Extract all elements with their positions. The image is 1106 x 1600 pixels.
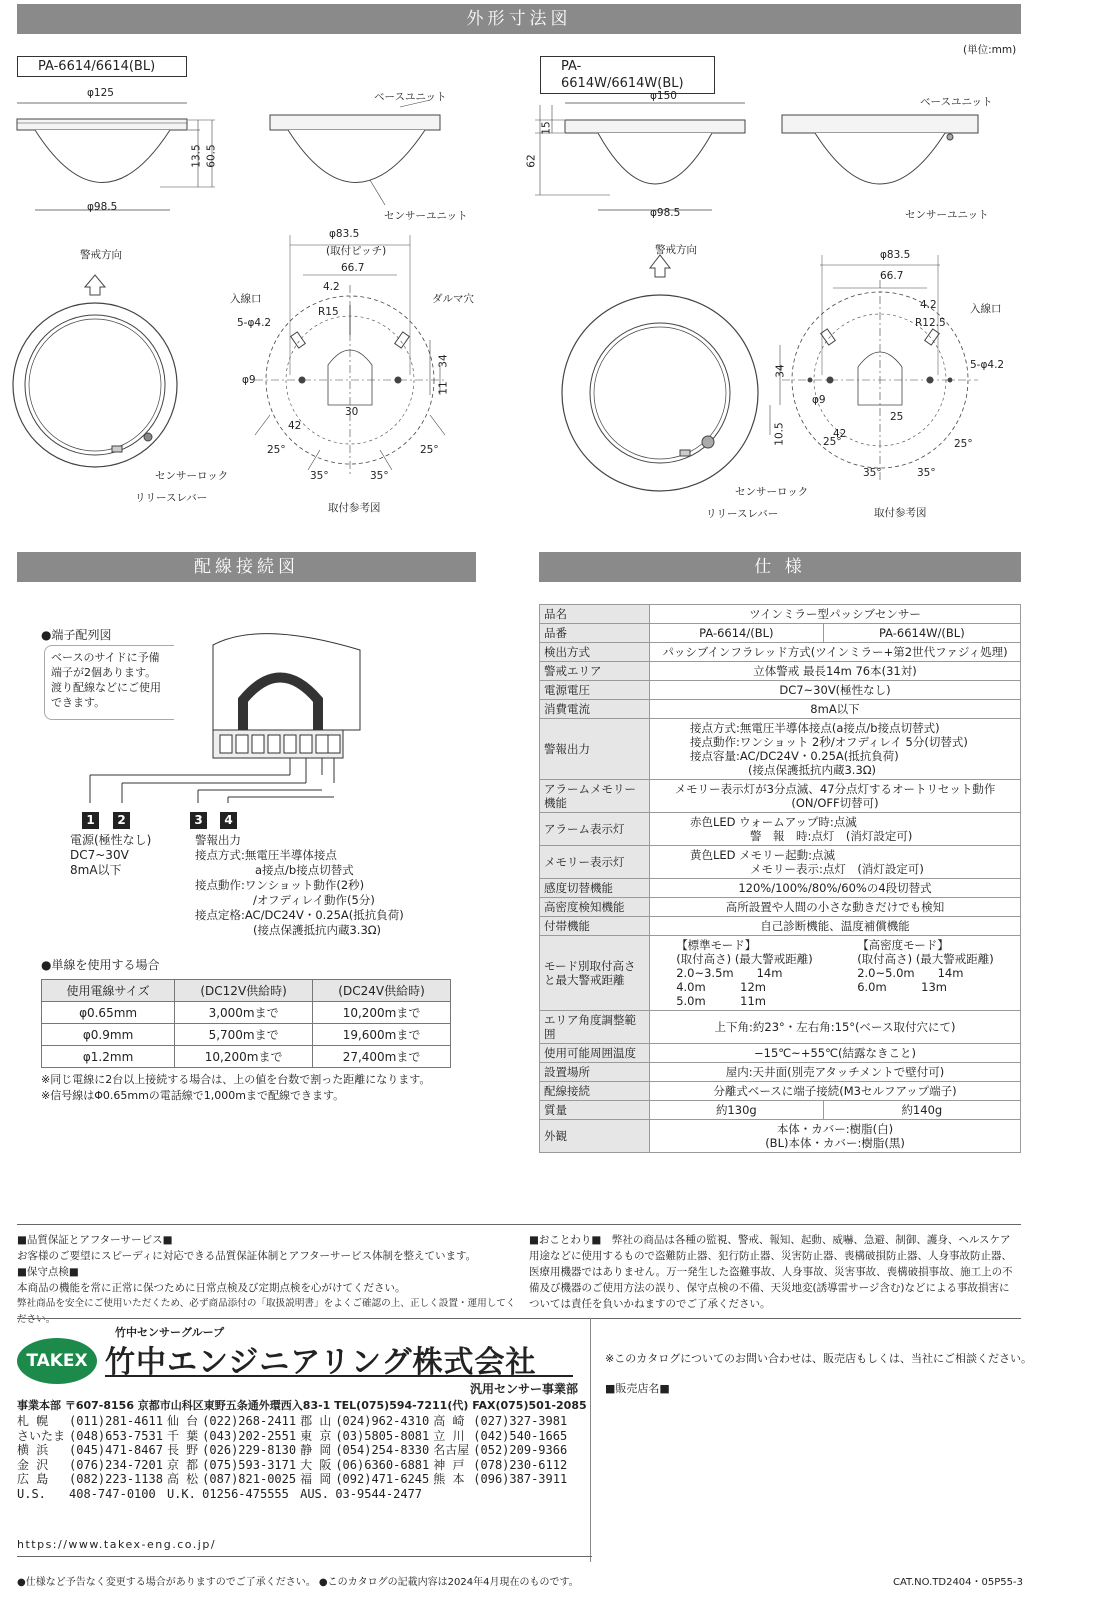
mode-row: 5.0m 11m <box>676 994 767 1008</box>
spec-value <box>650 780 1021 813</box>
single-wire-title: ●単線を使用する場合 <box>41 958 160 972</box>
terminal-1 <box>82 809 99 829</box>
table-row <box>540 624 1021 643</box>
table-row <box>540 846 1021 879</box>
spec-label: 使用可能周囲温度 <box>540 1044 650 1063</box>
table-row <box>42 1024 451 1046</box>
right-phi9: φ9 <box>812 394 826 406</box>
wire-cell: 10,200mまで <box>175 1046 313 1068</box>
left-a25l: 25° <box>267 444 286 456</box>
left-a35r: 35° <box>370 470 389 482</box>
bottom-notice: ●仕様など予告なく変更する場合がありますのでご了承ください。 ●このカタログの記載内容は2024年4月現在のものです。 <box>17 1577 579 1588</box>
right-h2: 62 <box>525 154 538 168</box>
left-direction: 警戒方向 <box>80 249 122 261</box>
branch-cell: (075)593-3171 <box>202 1457 297 1472</box>
left-d42b: 42 <box>288 420 302 432</box>
branch-cell: (092)471-6245 <box>335 1472 430 1487</box>
terminal-1-number: 1 <box>82 812 99 829</box>
table-row <box>540 879 1021 898</box>
left-release-lever: リリースレバー <box>135 492 208 504</box>
section-bar-spec <box>539 552 1021 582</box>
terminal-3 <box>190 809 207 829</box>
table-row <box>42 1002 451 1024</box>
spec-line: 警 報 時:点灯 (消灯設定可) <box>750 829 913 843</box>
spec-value: 約130g <box>650 1101 824 1120</box>
table-row <box>17 1472 571 1487</box>
alarm-line: 接点方式:無電圧半導体接点 <box>195 848 337 862</box>
footer-quality <box>17 1232 522 1328</box>
right-d42: 4.2 <box>920 299 937 311</box>
left-daruma: ダルマ穴 <box>432 293 474 305</box>
alarm-line: /オフディレイ動作(5分) <box>253 893 375 907</box>
branch-cell: 01256-475555 <box>202 1486 289 1501</box>
branch-cell: さいたま <box>17 1428 66 1443</box>
table-row <box>540 605 1021 624</box>
left-ref: 取付参考図 <box>328 502 381 514</box>
right-a25l: 25° <box>823 436 842 448</box>
branch-cell: AUS. <box>300 1486 329 1501</box>
branch-cell: 金 沢 <box>17 1457 49 1472</box>
right-ref: 取付参考図 <box>874 507 927 519</box>
takex-logo: TAKEX <box>17 1338 97 1384</box>
left-base-unit: ベースユニット <box>374 91 447 103</box>
wiring-notes <box>41 1072 430 1104</box>
right-d42b: 42 <box>833 428 847 440</box>
power-line: DC7~30V <box>70 848 129 862</box>
footer-divider <box>17 1318 1021 1319</box>
terminal-4-number: 4 <box>220 812 237 829</box>
spec-value: 約140g <box>823 1101 1020 1120</box>
branch-cell <box>473 1487 571 1502</box>
spec-value: 高所設置や人間の小さな動きだけでも検知 <box>650 898 1021 917</box>
spec-value: パッシブインフラレッド方式(ツインミラー+第2世代ファジィ処理) <box>650 643 1021 662</box>
group-name: 竹中センサーグループ <box>115 1326 225 1339</box>
left-d42: 4.2 <box>323 281 340 293</box>
branch-cell: 東 京 <box>300 1428 332 1443</box>
right-dia-top: φ150 <box>650 90 677 102</box>
branch-cell: 広 島 <box>17 1472 49 1487</box>
table-row <box>540 1044 1021 1063</box>
wire-cell: 10,200mまで <box>313 1002 451 1024</box>
branch-cell: 高 崎 <box>433 1414 465 1428</box>
table-row <box>540 643 1021 662</box>
spec-value <box>650 846 1021 879</box>
table-row <box>540 1101 1021 1120</box>
left-pitch-dia: φ83.5 <box>329 228 360 240</box>
spec-value: 屋内:天井面(別売アタッチメントで壁付可) <box>650 1063 1021 1082</box>
right-a25r: 25° <box>954 438 973 450</box>
branch-cell: 名古屋 <box>433 1443 470 1458</box>
mode-row: 2.0~3.5m 14m <box>676 966 783 980</box>
table-row <box>540 813 1021 846</box>
spec-label: 警報出力 <box>540 719 650 780</box>
power-spec <box>70 833 151 878</box>
left-phi9: φ9 <box>242 374 256 386</box>
right-pitch-dia: φ83.5 <box>880 249 911 261</box>
spec-label: メモリー表示灯 <box>540 846 650 879</box>
spec-line: 赤色LED ウォームアップ時:点滅 <box>690 815 857 829</box>
branch-cell: 大 阪 <box>300 1457 332 1472</box>
spec-line: (接点保護抵抗内蔵3.3Ω) <box>748 763 877 777</box>
right-h1: 15 <box>540 121 553 135</box>
spec-value: DC7~30V(極性なし) <box>650 681 1021 700</box>
wire-cell: φ0.65mm <box>42 1002 175 1024</box>
spec-value: 120%/100%/80%/60%の4段切替式 <box>650 879 1021 898</box>
branch-cell: 郡 山 <box>300 1414 332 1428</box>
footer-divider-top <box>17 1224 1021 1225</box>
catalog-number: CAT.NO.TD2404・05P55-3 <box>893 1577 1023 1588</box>
table-row <box>42 1046 451 1068</box>
company-underline <box>105 1375 573 1377</box>
right-a35l: 35° <box>863 467 882 479</box>
terminal-4 <box>220 809 237 829</box>
footer-vertical-divider <box>590 1318 591 1562</box>
spec-line: 本体・カバー:樹脂(白) <box>776 1122 894 1136</box>
left-d34: 34 <box>437 354 450 368</box>
standard-mode <box>676 938 813 1008</box>
terminal-diagram <box>60 625 380 815</box>
branch-cell: (022)268-2411 <box>202 1414 297 1428</box>
branch-cell: (027)327-3981 <box>473 1414 568 1428</box>
left-a25r: 25° <box>420 444 439 456</box>
right-direction: 警戒方向 <box>655 244 697 256</box>
left-h1: 13.5 <box>190 144 203 168</box>
left-sensor-lock: センサーロック <box>155 470 229 482</box>
alarm-line: 警報出力 <box>195 833 241 847</box>
branch-cell: 立 川 <box>433 1428 465 1443</box>
right-sensor-lock: センサーロック <box>735 486 809 498</box>
right-d34: 34 <box>774 364 787 378</box>
spec-label: 外観 <box>540 1120 650 1153</box>
spec-label: 配線接続 <box>540 1082 650 1101</box>
spec-label: 消費電流 <box>540 700 650 719</box>
alarm-line: (接点保護抵抗内蔵3.3Ω) <box>253 923 382 937</box>
wiring-note: ※信号線はΦ0.65mmの電話線で1,000mまで配線できます。 <box>41 1089 345 1102</box>
branch-cell: (076)234-7201 <box>69 1457 163 1472</box>
branch-table <box>17 1414 571 1502</box>
maint-text: 弊社商品を安全にご使用いただくため、必ず商品添付の「取扱説明書」をよくご確認の上、正しく設置・運用してください。 <box>17 1298 516 1325</box>
left-holes: 5-φ4.2 <box>237 317 272 329</box>
spec-label: エリア角度調整範囲 <box>540 1011 650 1044</box>
wire-cell: 5,700mまで <box>175 1024 313 1046</box>
table-row <box>540 1011 1021 1044</box>
spec-value: 8mA以下 <box>650 700 1021 719</box>
table-row <box>17 1487 571 1502</box>
terminal-2 <box>113 809 130 829</box>
table-row <box>540 700 1021 719</box>
left-h2: 60.5 <box>205 144 218 168</box>
mode-table <box>654 938 1016 1008</box>
spec-line: (BL)本体・カバー:樹脂(黒) <box>765 1136 905 1150</box>
table-row <box>540 1082 1021 1101</box>
mode-row: 6.0m 13m <box>857 980 948 994</box>
branch-cell: (054)254-8330 <box>335 1443 430 1458</box>
table-row <box>540 917 1021 936</box>
alarm-line: 接点動作:ワンショット動作(2秒) <box>195 878 365 892</box>
power-line: 8mA以下 <box>70 863 122 877</box>
spec-label: アラーム表示灯 <box>540 813 650 846</box>
right-holes: 5-φ4.2 <box>970 359 1005 371</box>
right-dimension-drawing <box>520 75 1020 525</box>
left-sensor-unit: センサーユニット <box>384 210 468 222</box>
spec-value: PA-6614/(BL) <box>650 624 824 643</box>
spec-label: 検出方式 <box>540 643 650 662</box>
high-density-mode <box>857 938 994 1008</box>
spec-value: ツインミラー型パッシブセンサー <box>650 605 1021 624</box>
table-row <box>540 719 1021 780</box>
wire-cell: 19,600mまで <box>313 1024 451 1046</box>
spec-line: 接点動作:ワンショット 2秒/オフディレイ 5分(切替式) <box>690 735 968 749</box>
website-link[interactable]: https://www.takex-eng.co.jp/ <box>17 1538 217 1551</box>
branch-cell: (011)281-4611 <box>69 1414 163 1428</box>
spec-label: 品名 <box>540 605 650 624</box>
wire-header-cell: (DC24V供給時) <box>313 980 451 1002</box>
left-d66: 66.7 <box>341 262 365 274</box>
branch-cell: U.K. <box>166 1486 196 1501</box>
model-label-left: PA-6614/6614(BL) <box>17 56 187 77</box>
mode-head: (取付高さ) (最大警戒距離) <box>676 952 813 966</box>
maint-text: 本商品の機能を常に正常に保つために日常点検及び定期点検を心がけてください。 <box>17 1282 406 1294</box>
branch-cell: (043)202-2551 <box>202 1428 297 1443</box>
spec-value <box>650 936 1021 1011</box>
branch-cell: 仙 台 <box>166 1414 199 1428</box>
spec-value <box>650 719 1021 780</box>
left-d11: 11 <box>437 381 450 395</box>
table-row <box>540 936 1021 1011</box>
right-d25: 25 <box>890 411 904 423</box>
wire-header-cell: 使用電線サイズ <box>42 980 175 1002</box>
spec-value: −15℃~+55℃(結露なきこと) <box>650 1044 1021 1063</box>
division: 汎用センサー事業部 <box>470 1382 579 1396</box>
right-r125: R12.5 <box>915 317 946 329</box>
wire-cell: 27,400mまで <box>313 1046 451 1068</box>
right-base-unit: ベースユニット <box>920 96 993 108</box>
branch-cell: (082)223-1138 <box>69 1472 163 1487</box>
wire-table-header <box>42 980 451 1002</box>
mode-title: 【高密度モード】 <box>857 938 949 952</box>
mode-row: 4.0m 12m <box>676 980 767 994</box>
maint-title: ■保守点検■ <box>17 1266 79 1278</box>
table-row <box>540 898 1021 917</box>
terminal-3-number: 3 <box>190 812 207 829</box>
footer-notice: ■おことわり■ 弊社の商品は各種の監視、警戒、報知、起動、威嚇、急避、制御、護身、ヘルスケア用途などに使用するもので盗難防止器、犯行防止器、災害防止器、喪構破損防止器、人身事故防止器、医療用機器ではありません。万一発生した盗難事故、人身事故、災害事故、喪構破損事故、施工上の不備及び機器のご使用方法の誤り、保守点検の不備、天災地変(誘導雷サージ含む)などによる事故損害については責任を負いかねますのでご了承ください。 <box>529 1234 1013 1310</box>
table-row <box>17 1414 571 1429</box>
table-row <box>17 1429 571 1444</box>
dimensions-title: 外形寸法図 <box>466 9 572 29</box>
left-dia-top: φ125 <box>87 87 114 99</box>
terminal-note-line: できます。 <box>51 696 106 709</box>
right-release-lever: リリースレバー <box>706 508 779 520</box>
wiring-note: ※同じ電線に2台以上接続する場合は、上の値を台数で割った距離になります。 <box>41 1073 431 1086</box>
right-d66: 66.7 <box>880 270 904 282</box>
branch-cell <box>433 1487 473 1502</box>
spec-label: 質量 <box>540 1101 650 1120</box>
terminal-note-line: ベースのサイドに予備 <box>51 651 160 664</box>
table-row <box>540 1063 1021 1082</box>
wiring-title: 配線接続図 <box>194 557 299 577</box>
branch-cell: (078)230-6112 <box>473 1457 568 1472</box>
branch-cell: 千 葉 <box>166 1428 199 1443</box>
terminal-2-number: 2 <box>113 812 130 829</box>
spec-label: 電源電圧 <box>540 681 650 700</box>
branch-cell: (03)5805-8081 <box>335 1428 430 1443</box>
left-entry: 入線口 <box>230 293 262 305</box>
spec-title: 仕 様 <box>754 557 806 577</box>
branch-cell: 408-747-0100 <box>69 1486 156 1501</box>
spec-label: 品番 <box>540 624 650 643</box>
wire-table <box>41 979 451 1068</box>
hq-address: 事業本部 〒607-8156 京都市山科区東野五条通外環西入83-1 TEL(075)594-7211(代) FAX(075)501-2085 <box>17 1399 587 1412</box>
url-underline <box>17 1556 592 1557</box>
right-a35r: 35° <box>917 467 936 479</box>
spec-value: 上下角:約23°・左右角:15°(ベース取付穴にて) <box>650 1011 1021 1044</box>
spec-label: 付帯機能 <box>540 917 650 936</box>
spec-label: モード別取付高さと最大警戒距離 <box>540 936 650 1011</box>
branch-cell: 京 都 <box>166 1457 199 1472</box>
branch-cell: 長 野 <box>166 1443 199 1458</box>
spec-line: (ON/OFF切替可) <box>791 796 879 810</box>
spec-line: メモリー表示:点灯 (消灯設定可) <box>750 862 924 876</box>
spec-value: 自己診断機能、温度補償機能 <box>650 917 1021 936</box>
left-a35l: 35° <box>310 470 329 482</box>
wire-header-cell: (DC12V供給時) <box>175 980 313 1002</box>
branch-cell: 高 松 <box>166 1472 199 1487</box>
spec-value: 立体警戒 最長14m 76本(31対) <box>650 662 1021 681</box>
company-name: 竹中エンジニアリング株式会社 <box>105 1345 537 1380</box>
spec-label: 設置場所 <box>540 1063 650 1082</box>
dealer-label: ■販売店名■ <box>605 1382 670 1395</box>
spec-value: 分離式ベースに端子接続(M3セルフアップ端子) <box>650 1082 1021 1101</box>
left-d30: 30 <box>345 406 359 418</box>
table-row <box>17 1443 571 1458</box>
branch-cell: U.S. <box>17 1486 46 1501</box>
branch-cell: (042)540-1665 <box>473 1428 568 1443</box>
wire-cell: φ0.9mm <box>42 1024 175 1046</box>
branch-cell: (087)821-0025 <box>202 1472 297 1487</box>
alarm-line: a接点/b接点切替式 <box>255 863 354 877</box>
model-label-right: PA-6614W/6614W(BL) <box>540 56 715 94</box>
left-dia-bottom: φ98.5 <box>87 201 118 213</box>
spec-table <box>539 604 1021 1153</box>
branch-cell: (024)962-4310 <box>335 1414 430 1428</box>
spec-line: 接点容量:AC/DC24V・0.25A(抵抗負荷) <box>690 749 899 763</box>
table-row <box>540 681 1021 700</box>
branch-cell: (06)6360-6881 <box>335 1457 430 1472</box>
branch-cell: (048)653-7531 <box>69 1428 163 1443</box>
inquiry-note: ※このカタログについてのお問い合わせは、販売店もしくは、当社にご相談ください。 <box>605 1352 1032 1365</box>
mode-row: 2.0~5.0m 14m <box>857 966 964 980</box>
right-entry: 入線口 <box>970 303 1002 315</box>
spec-value: PA-6614W/(BL) <box>823 624 1020 643</box>
branch-cell: 熊 本 <box>433 1472 465 1487</box>
branch-cell: 03-9544-2477 <box>335 1486 423 1501</box>
branch-cell: 静 岡 <box>300 1443 332 1458</box>
spec-label: 感度切替機能 <box>540 879 650 898</box>
mode-title: 【標準モード】 <box>676 938 757 952</box>
spec-label: 警戒エリア <box>540 662 650 681</box>
right-d105: 10.5 <box>773 422 786 446</box>
branch-cell: 横 浜 <box>17 1443 49 1458</box>
terminal-note-line: 端子が2個あります。 <box>51 666 157 679</box>
wire-cell: φ1.2mm <box>42 1046 175 1068</box>
branch-cell: 神 戸 <box>433 1457 465 1472</box>
left-r15: R15 <box>318 306 339 318</box>
alarm-spec <box>195 833 404 938</box>
terminal-note-line: 渡り配線などにご使用 <box>51 681 161 694</box>
branch-cell: (052)209-9366 <box>473 1443 568 1458</box>
branch-cell: 札 幌 <box>17 1414 49 1428</box>
branch-cell: (096)387-3911 <box>473 1472 568 1487</box>
power-line: 電源(極性なし) <box>70 833 152 847</box>
right-dia-bottom: φ98.5 <box>650 207 681 219</box>
terminal-title: ●端子配列図 <box>41 628 112 642</box>
table-row <box>17 1458 571 1473</box>
spec-label: 高密度検知機能 <box>540 898 650 917</box>
branch-cell: (026)229-8130 <box>202 1443 297 1458</box>
branch-cell: (045)471-8467 <box>69 1443 163 1458</box>
mode-head: (取付高さ) (最大警戒距離) <box>857 952 994 966</box>
spec-line: 接点方式:無電圧半導体接点(a接点/b接点切替式) <box>690 721 940 735</box>
unit-label: (単位:mm) <box>963 44 1017 56</box>
left-pitch-label: (取付ピッチ) <box>326 245 387 257</box>
branch-cell: 福 岡 <box>300 1472 332 1487</box>
table-row <box>540 1120 1021 1153</box>
alarm-line: 接点定格:AC/DC24V・0.25A(抵抗負荷) <box>195 908 404 922</box>
qa-text: お客様のご要望にスピーディに対応できる品質保証体制とアフターサービス体制を整えています。 <box>17 1250 477 1262</box>
right-sensor-unit: センサーユニット <box>905 209 989 221</box>
table-row <box>540 780 1021 813</box>
spec-label: アラームメモリー機能 <box>540 780 650 813</box>
spec-value <box>650 1120 1021 1153</box>
spec-line: メモリー表示灯が3分点滅、47分点灯するオートリセット動作 <box>674 782 996 796</box>
spec-value <box>650 813 1021 846</box>
wire-cell: 3,000mまで <box>175 1002 313 1024</box>
table-row <box>540 662 1021 681</box>
qa-title: ■品質保証とアフターサービス■ <box>17 1234 173 1246</box>
section-bar-dimensions <box>17 4 1021 34</box>
spec-line: 黄色LED メモリー起動:点滅 <box>690 848 836 862</box>
section-bar-wiring <box>17 552 476 582</box>
